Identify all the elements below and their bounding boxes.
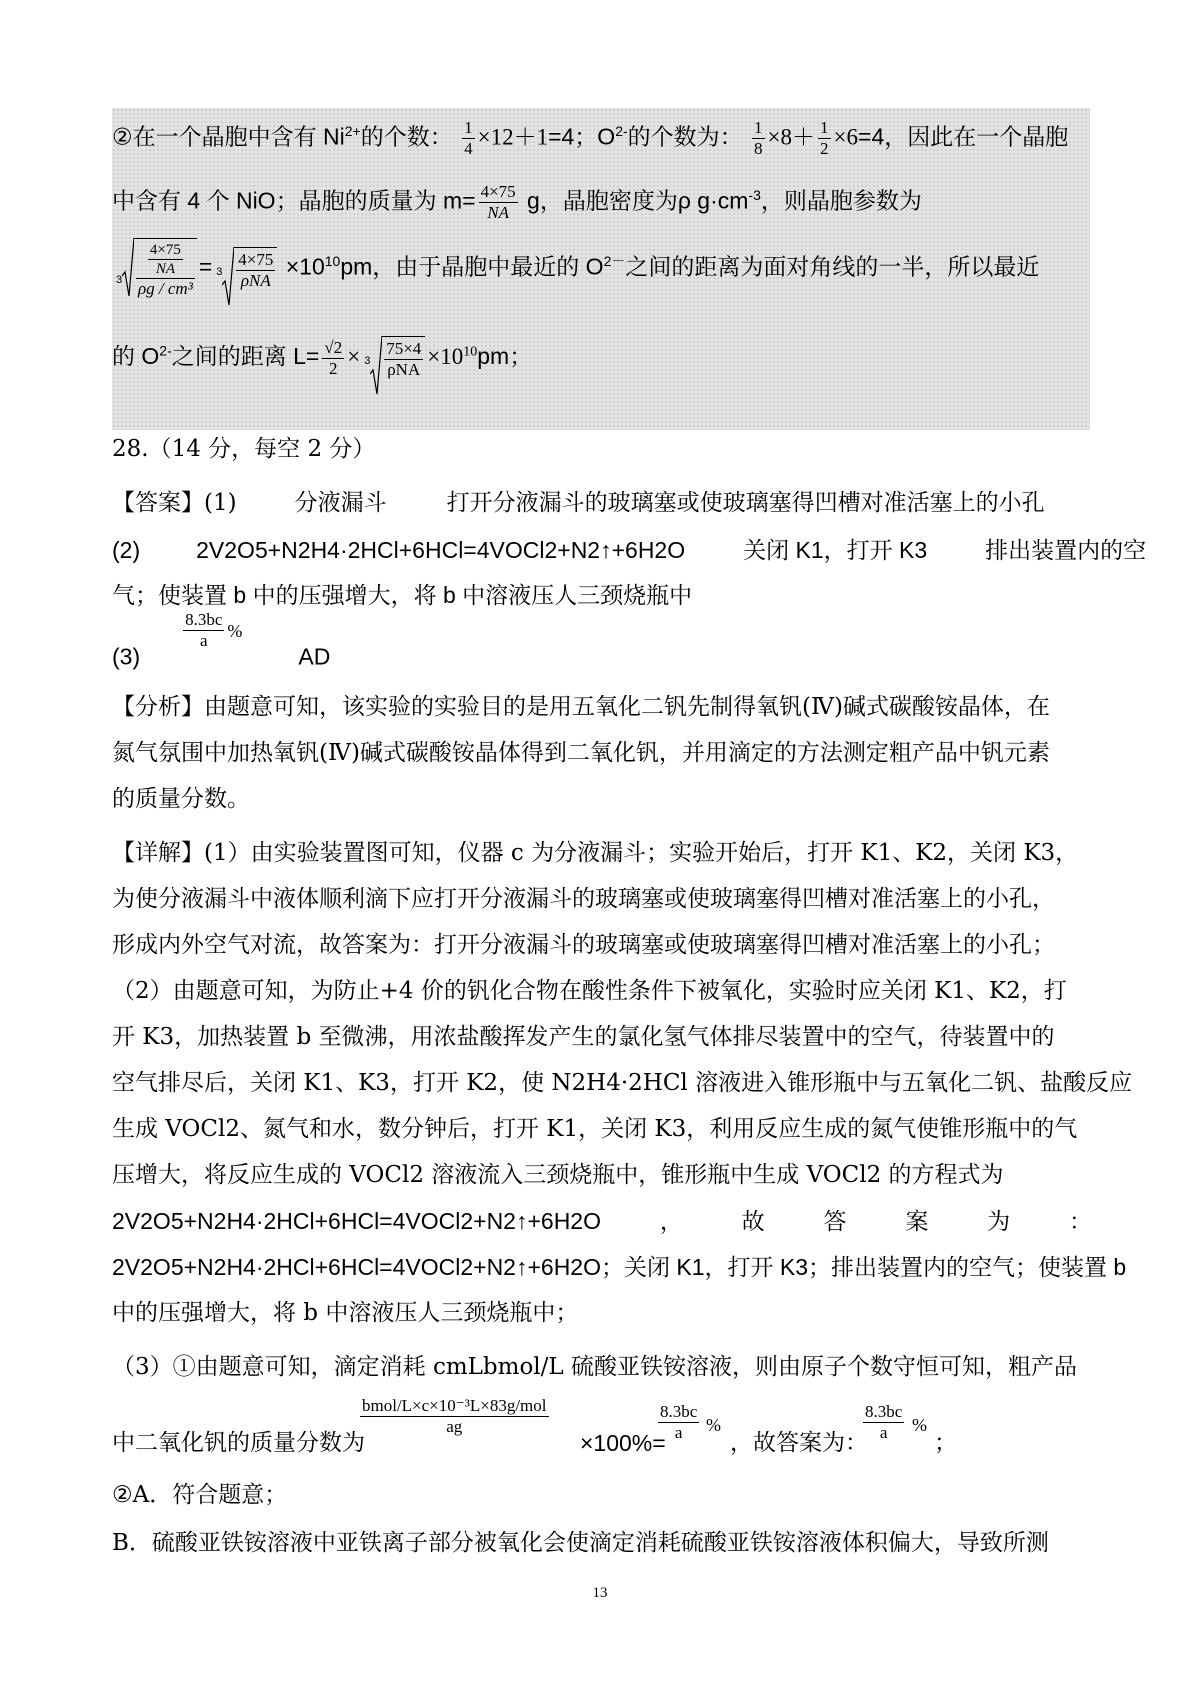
text: ②在一个晶胞中含有 Ni <box>112 123 345 150</box>
page-number: 13 <box>592 1585 608 1601</box>
expression: ×12＋1 <box>477 124 549 150</box>
denominator: ag <box>446 1417 463 1436</box>
superscript: 2+ <box>344 122 361 139</box>
mass-fraction-expression <box>360 1396 549 1437</box>
detail-line-10: 2V2O5+N2H4·2HCl+6HCl=4VOCl2+N2↑+6H2O；关闭 K1，打开 K3；排出装置内的空气；使装置 b <box>112 1254 1127 1280</box>
text: ： <box>1068 1208 1092 1234</box>
denominator: a <box>674 1423 683 1442</box>
superscript: 10 <box>463 344 478 360</box>
numerator: 8.3bc <box>660 1402 698 1421</box>
text: 的个数： <box>360 123 453 150</box>
text: ， <box>659 1208 683 1234</box>
superscript: 2- <box>615 122 628 139</box>
numerator: 1 <box>754 118 763 137</box>
denominator: a <box>879 1423 888 1442</box>
answer-2-part-3: 排出装置内的空 <box>985 537 1147 563</box>
cube-root-expression <box>114 238 197 299</box>
detail-line-7: 生成 VOCl2、氮气和水，数分钟后，打开 K1，关闭 K3，利用反应生成的氮气使锥形瓶中的气 <box>112 1116 1078 1142</box>
analysis-line-3: 的质量分数。 <box>112 786 250 812</box>
solution-line-2 <box>112 182 922 223</box>
superscript: 10 <box>324 252 341 269</box>
fraction-half <box>818 118 831 159</box>
percent-sign: % <box>912 1415 927 1435</box>
numerator: 4×75 <box>149 242 181 258</box>
detail-line-8: 压增大，将反应生成的 VOCl2 溶液流入三颈烧瓶中，锥形瓶中生成 VOCl2 的方程式为 <box>112 1162 1004 1188</box>
denominator: NA <box>487 203 509 222</box>
text: ×10 <box>279 253 325 280</box>
numerator: 4×75 <box>238 249 274 269</box>
numerator: 75×4 <box>386 339 422 358</box>
text: pm，由于晶胞中最近的 O <box>340 253 604 280</box>
answer-line-2-cont: 气；使装置 b 中的压强增大，将 b 中溶液压人三颈烧瓶中 <box>112 582 693 608</box>
expression: ×8＋ <box>767 124 816 150</box>
expression: ×10 <box>427 344 464 370</box>
expression: ×6 <box>833 124 859 150</box>
equation: 2V2O5+N2H4·2HCl+6HCl=4VOCl2+N2↑+6H2O <box>112 1208 601 1234</box>
text: pm； <box>477 343 533 370</box>
text: = <box>198 253 213 280</box>
detail-line-1: 【详解】(1）由实验装置图可知，仪器 c 为分液漏斗；实验开始后，打开 K1、K2，关闭 K3， <box>112 840 1079 866</box>
percent-sign: % <box>706 1415 721 1435</box>
numerator: 1 <box>464 118 473 137</box>
text: 答 <box>823 1208 847 1234</box>
detail-line-15: B．硫酸亚铁铵溶液中亚铁离子部分被氧化会使滴定消耗硫酸亚铁铵溶液体积偏大，导致所测 <box>112 1530 1049 1556</box>
answer-3-fraction <box>183 610 224 651</box>
text: ，故答案为： <box>730 1430 868 1456</box>
superscript: 2－ <box>603 252 626 269</box>
answer-1-part-2: 打开分液漏斗的玻璃塞或使玻璃塞得凹槽对准活塞上的小孔 <box>446 490 1045 516</box>
denominator: ρNA <box>387 360 421 379</box>
cube-root-simple <box>214 247 277 291</box>
fraction-quarter <box>462 118 475 159</box>
detail-line-9 <box>112 1206 1092 1236</box>
detail-line-14: ②A．符合题意； <box>112 1482 288 1508</box>
denominator: 2 <box>820 139 829 158</box>
text: ； <box>934 1430 957 1456</box>
analysis-line-2: 氮气氛围中加热氧钒(Ⅳ)碱式碳酸铵晶体得到二氧化钒，并用滴定的方法测定粗产品中钒元素 <box>112 740 1050 766</box>
radical-sign-icon <box>122 238 134 298</box>
text: 案 <box>905 1208 929 1234</box>
answer-2-equation: 2V2O5+N2H4·2HCl+6HCl=4VOCl2+N2↑+6H2O <box>196 537 686 563</box>
answer-3-choice: AD <box>298 643 331 670</box>
fraction-sqrt2-over-2 <box>322 338 344 379</box>
text: 的 O <box>112 343 160 370</box>
superscript: -3 <box>748 186 761 203</box>
fraction-eighth <box>752 118 765 159</box>
denominator: NA <box>155 261 175 277</box>
text: 为 <box>987 1208 1011 1234</box>
radical-sign-icon <box>370 336 382 396</box>
percent-sign: % <box>227 620 243 641</box>
question-28-header: 28.（14 分，每空 2 分） <box>112 436 376 462</box>
result-fraction-2 <box>863 1402 904 1443</box>
analysis-line-1: 【分析】由题意可知，该实验的实验目的是用五氧化二钒先制得氧钒(Ⅳ)碱式碳酸铵晶体，在 <box>112 694 1050 720</box>
numerator: 8.3bc <box>185 610 223 629</box>
numerator: 8.3bc <box>865 1402 903 1421</box>
text: =4；O <box>548 123 616 150</box>
text: 之间的距离为面对角线的一半，所以最近 <box>625 253 1040 280</box>
numerator: 4×75 <box>480 182 516 201</box>
solution-line-4 <box>112 336 532 380</box>
answer-line-3 <box>112 610 331 679</box>
numerator: 1 <box>820 118 829 137</box>
denominator: 4 <box>464 139 473 158</box>
text: ×100%= <box>580 1430 666 1456</box>
denominator: 2 <box>329 358 338 378</box>
numerator: √2 <box>324 337 343 357</box>
text: 故 <box>741 1208 765 1234</box>
detail-line-11: 中的压强增大，将 b 中溶液压人三颈烧瓶中； <box>112 1300 579 1326</box>
answer-line-1 <box>112 488 1045 518</box>
text: g，晶胞密度为ρ g·cm <box>520 187 749 214</box>
text: 的个数为： <box>627 123 743 150</box>
answer-1-part-1: 分液漏斗 <box>294 490 387 516</box>
answer-2-part-2: 关闭 K1，打开 K3 <box>743 537 928 563</box>
operator: × <box>347 344 361 370</box>
cube-root-L <box>362 336 425 380</box>
detail-line-4: （2）由题意可知，为防止+4 价的钒化合物在酸性条件下被氧化，实验时应关闭 K1、K2，打 <box>112 978 1067 1004</box>
answer-line-2 <box>112 535 1146 565</box>
root-index: 3 <box>116 274 123 286</box>
detail-line-2: 为使分液漏斗中液体顺利滴下应打开分液漏斗的玻璃塞或使玻璃塞得凹槽对准活塞上的小孔， <box>112 886 1055 912</box>
denominator: a <box>200 631 208 650</box>
answer-3-label: (3) <box>112 643 141 670</box>
answer-2-label: (2) <box>112 537 141 563</box>
root-index: 3 <box>216 265 223 278</box>
numerator: bmol/L×c×10⁻³L×83g/mol <box>362 1396 547 1415</box>
root-index: 3 <box>364 355 371 367</box>
text: 中二氧化钒的质量分数为 <box>112 1430 365 1456</box>
superscript: 2- <box>159 342 172 359</box>
detail-line-12: （3）①由题意可知，滴定消耗 cmLbmol/L 硫酸亚铁铵溶液，则由原子个数守恒可知，粗产品 <box>112 1354 1077 1380</box>
denominator: ρg / cm³ <box>138 279 193 298</box>
denominator: 8 <box>754 139 763 158</box>
text: ，则晶胞参数为 <box>760 187 922 214</box>
solution-line-3 <box>112 238 1039 299</box>
text: =4，因此在一个晶胞 <box>858 123 1069 150</box>
text: 中含有 4 个 NiO；晶胞的质量为 m= <box>112 187 476 214</box>
detail-line-6: 空气排尽后，关闭 K1、K3，打开 K2，使 N2H4·2HCl 溶液进入锥形瓶中与五氧化二钒、盐酸反应 <box>112 1070 1133 1096</box>
text: 之间的距离 L= <box>171 343 320 370</box>
radical-sign-icon <box>222 247 234 307</box>
denominator: ρNA <box>240 270 271 290</box>
result-fraction <box>658 1402 699 1443</box>
detail-line-5: 开 K3，加热装置 b 至微沸，用浓盐酸挥发产生的氯化氢气体排尽装置中的空气，待装置中的 <box>112 1024 1055 1050</box>
compound-fraction <box>136 241 195 299</box>
fraction-mass <box>479 182 518 223</box>
detail-line-3: 形成内外空气对流，故答案为：打开分液漏斗的玻璃塞或使玻璃塞得凹槽对准活塞上的小孔； <box>112 932 1055 958</box>
solution-line-1 <box>112 118 1068 159</box>
answer-label: 【答案】(1) <box>112 490 237 516</box>
